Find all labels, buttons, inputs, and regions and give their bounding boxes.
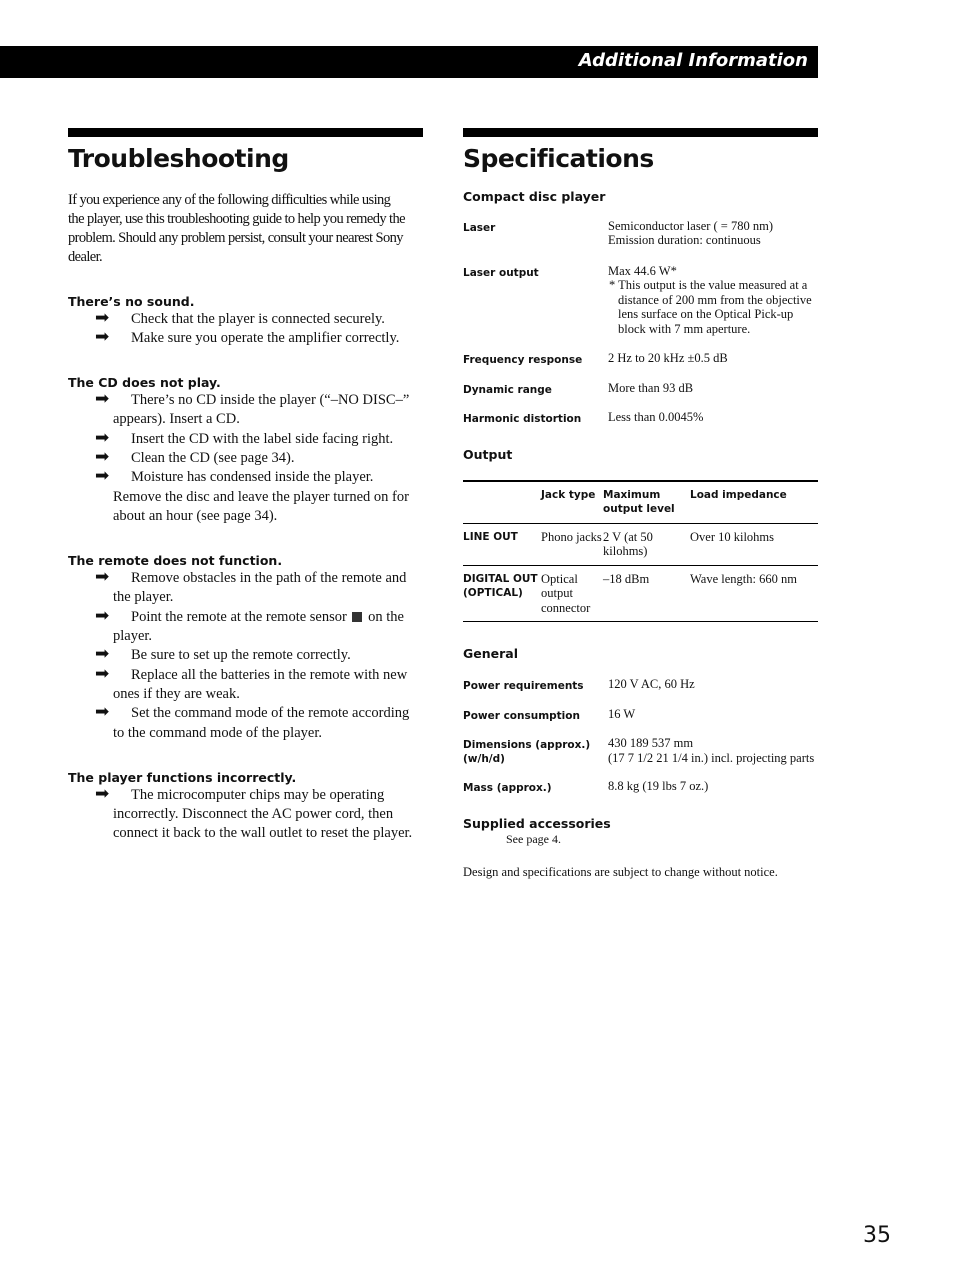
list-item: ➡ Check that the player is connected securely.	[95, 307, 385, 328]
column-header: Maximum output level	[603, 481, 690, 524]
troubleshooting-column	[68, 128, 423, 844]
ts-section-cd-not-play	[68, 375, 423, 526]
right-arrow-icon: ➡	[95, 663, 110, 684]
column-header: Load impedance	[690, 481, 818, 524]
table-row: DIGITAL OUT (OPTICAL) Optical output connector –18 dBm Wave length: 660 nm	[463, 571, 797, 615]
ts-heading: The remote does not function.	[68, 553, 283, 569]
table-row: LINE OUT Phono jacks 2 V (at 50 kilohms) Over 10 kilohms	[463, 523, 818, 565]
specifications-title: Specifications	[463, 144, 654, 173]
list-item: ➡ Moisture has condensed inside the player. Remove the disc and leave the player turned on for about an hour (see page 34).	[95, 466, 409, 524]
specifications-column	[463, 128, 818, 880]
output-table	[463, 480, 818, 623]
right-arrow-icon: ➡	[95, 644, 110, 665]
spec-category-accessories: Supplied accessories	[463, 815, 611, 831]
ts-heading: There’s no sound.	[68, 293, 195, 309]
list-item: ➡ Set the command mode of the remote according to the command mode of the player.	[95, 702, 410, 741]
list-item: ➡ Clean the CD (see page 34).	[95, 446, 295, 467]
list-item: ➡ Make sure you operate the amplifier correctly.	[95, 326, 400, 347]
list-item: ➡ Insert the CD with the label side facing right.	[95, 427, 394, 448]
ts-heading: The player functions incorrectly.	[68, 769, 297, 785]
right-arrow-icon: ➡	[95, 307, 110, 328]
troubleshooting-title: Troubleshooting	[68, 144, 289, 173]
right-arrow-icon: ➡	[95, 326, 110, 347]
list-item: ➡ The microcomputer chips may be operating incorrectly. Disconnect the AC power cord, then connect it back to the wall outlet to reset the player.	[95, 783, 413, 842]
list-item: ➡ There’s no CD inside the player (“–NO DISC–” appears). Insert a CD.	[95, 389, 410, 428]
spec-row-mass: Mass (approx.) 8.8 kg (19 lbs 7 oz.)	[463, 779, 709, 794]
ts-heading: The CD does not play.	[68, 375, 221, 391]
right-arrow-icon: ➡	[95, 605, 110, 626]
list-item: ➡ Be sure to set up the remote correctly.	[95, 644, 351, 665]
page-number: 35	[863, 1223, 891, 1248]
ts-section-incorrect	[68, 770, 423, 844]
title-rule	[463, 128, 818, 137]
spec-row-laser-output: Laser output Max 44.6 W* * This output is the value measured at a distance of 200 mm from the objective lens surface on the Optical Pick-up block with 7 mm aperture.	[463, 263, 812, 336]
spec-row-frequency: Frequency response 2 Hz to 20 kHz ±0.5 dB	[463, 351, 728, 366]
remote-sensor-icon	[352, 612, 362, 622]
right-arrow-icon: ➡	[95, 783, 110, 804]
spec-row-dynamic-range: Dynamic range More than 93 dB	[463, 380, 694, 396]
spec-row-laser: Laser Semiconductor laser ( = 780 nm) Emission duration: continuous	[463, 218, 773, 247]
right-arrow-icon: ➡	[95, 702, 110, 723]
spec-row-dimensions: Dimensions (approx.) (w/h/d) 430 189 537 mm (17 7 1/2 21 1/4 in.) incl. projecting parts	[463, 736, 815, 765]
column-header: Jack type	[541, 481, 603, 524]
list-item: ➡ Point the remote at the remote sensor on the player.	[95, 605, 404, 645]
spec-row-power-req: Power requirements 120 V AC, 60 Hz	[463, 677, 695, 692]
accessories-value: See page 4.	[506, 831, 561, 846]
spec-category-general: General	[463, 646, 518, 661]
spec-row-harmonic: Harmonic distortion Less than 0.0045%	[463, 410, 704, 425]
list-item: ➡ Replace all the batteries in the remote with new ones if they are weak.	[95, 663, 408, 702]
right-arrow-icon: ➡	[95, 567, 110, 588]
ts-section-remote	[68, 553, 423, 743]
troubleshooting-intro: If you experience any of the following difficulties while using the player, use this troubleshooting guide to help you remedy the problem. Should any problem persist, consult your nearest Sony dealer.	[68, 191, 405, 265]
title-rule	[68, 128, 423, 137]
right-arrow-icon: ➡	[95, 427, 110, 448]
right-arrow-icon: ➡	[95, 446, 110, 467]
right-arrow-icon: ➡	[95, 466, 110, 487]
spec-category-cd-player: Compact disc player	[463, 188, 606, 204]
list-item: ➡ Remove obstacles in the path of the remote and the player.	[95, 567, 407, 606]
right-arrow-icon: ➡	[95, 389, 110, 410]
section-title: Additional Information	[578, 50, 808, 71]
spec-footnote: Design and specifications are subject to change without notice.	[463, 864, 778, 879]
spec-row-power-cons: Power consumption 16 W	[463, 706, 636, 722]
section-header-bar	[0, 46, 818, 78]
spec-category-output: Output	[463, 446, 513, 462]
ts-section-no-sound	[68, 294, 423, 349]
